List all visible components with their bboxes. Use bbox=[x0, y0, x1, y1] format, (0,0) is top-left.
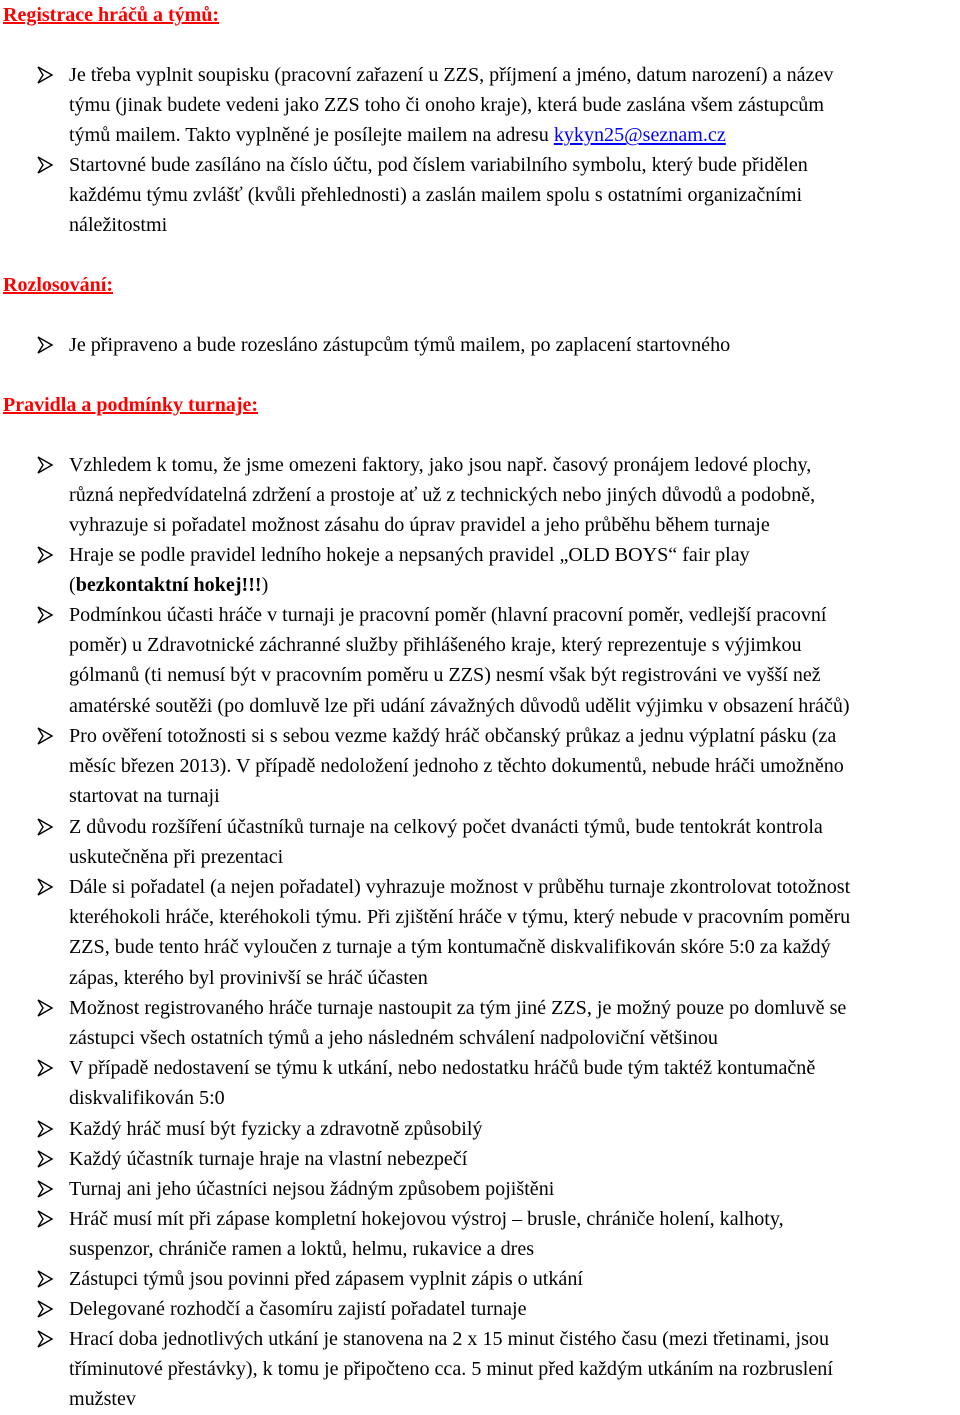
text-line: týmu (jinak budete vedeni jako ZZS toho či onoho kraje), která bude zaslána všem zástupcům bbox=[69, 94, 824, 117]
text-line: gólmanů (ti nemusí být v pracovním poměru u ZZS) nesmí však být registrováni ve vyšší než bbox=[69, 664, 821, 687]
list-item-text bbox=[69, 450, 960, 541]
text-fragment: ( bbox=[69, 574, 76, 597]
text-line: kteréhokoli hráče, kteréhokoli týmu. Při zjištění hráče v týmu, který nebude v pracovním poměru bbox=[69, 906, 851, 929]
arrowhead-bullet-icon bbox=[36, 727, 54, 745]
arrowhead-bullet-icon bbox=[36, 878, 54, 896]
text-line: Každý účastník turnaje hraje na vlastní nebezpečí bbox=[69, 1148, 468, 1170]
text-line: Turnaj ani jeho účastníci nejsou žádným způsobem pojištěni bbox=[69, 1178, 555, 1200]
text-line: startovat na turnaji bbox=[69, 785, 220, 808]
list-item-text bbox=[69, 1053, 960, 1113]
bold-emphasis: bezkontaktní hokej!!! bbox=[75, 574, 262, 597]
arrowhead-bullet-icon bbox=[36, 1300, 54, 1318]
arrowhead-bullet-icon bbox=[36, 1120, 54, 1138]
list-item-text bbox=[69, 60, 960, 151]
text-line: náležitostmi bbox=[69, 214, 168, 237]
text-line bbox=[69, 570, 960, 600]
arrowhead-bullet-icon bbox=[36, 1270, 54, 1288]
list-item-text bbox=[69, 1294, 960, 1324]
text-line: Hrací doba jednotlivých utkání je stanovena na 2 x 15 minut čistého času (mezi třetinami, jsou bbox=[69, 1328, 830, 1350]
text-line: Každý hráč musí být fyzicky a zdravotně způsobilý bbox=[69, 1118, 483, 1140]
text-line: Možnost registrovaného hráče turnaje nastoupit za tým jiné ZZS, je možný pouze po domluvě se bbox=[69, 997, 847, 1019]
text-line: zápas, kterého byl provinivší se hráč účasten bbox=[69, 966, 428, 989]
text-line: Hráč musí mít při zápase kompletní hokejovou výstroj – brusle, chrániče holení, kalhoty, bbox=[69, 1208, 784, 1230]
text-line: diskvalifikován 5:0 bbox=[69, 1087, 225, 1110]
arrowhead-bullet-icon bbox=[36, 1330, 54, 1348]
arrowhead-bullet-icon bbox=[36, 546, 54, 564]
text-line: uskutečněna při prezentaci bbox=[69, 846, 284, 869]
arrowhead-bullet-icon bbox=[36, 66, 54, 84]
text-line: suspenzor, chrániče ramen a loktů, helmu, rukavice a dres bbox=[69, 1238, 535, 1261]
email-link[interactable]: kykyn25@seznam.cz bbox=[553, 124, 726, 147]
list-item-text bbox=[69, 150, 960, 241]
list-item-text bbox=[69, 600, 960, 721]
arrowhead-bullet-icon bbox=[36, 606, 54, 624]
list-item-text bbox=[69, 1264, 960, 1294]
text-line: zástupci všech ostatních týmů a jeho následném schválení nadpoloviční většinou bbox=[69, 1027, 718, 1050]
text-line: tříminutové přestávky), k tomu je připočteno cca. 5 minut před každým utkáním na rozbruslení bbox=[69, 1358, 833, 1381]
text-line: Vzhledem k tomu, že jsme omezeni faktory, jako jsou např. časový pronájem ledové plochy, bbox=[69, 454, 812, 476]
arrowhead-bullet-icon bbox=[36, 456, 54, 474]
text-fragment: týmů mailem. Takto vyplněné je posílejte mailem na adresu bbox=[69, 124, 554, 147]
text-line: každému týmu zvlášť (kvůli přehlednosti) a zaslán mailem spolu s ostatními organizačními bbox=[69, 184, 803, 207]
section-heading-rozlosovani: Rozlosování: bbox=[3, 274, 113, 296]
section-heading-pravidla: Pravidla a podmínky turnaje: bbox=[3, 394, 259, 416]
arrowhead-bullet-icon bbox=[36, 336, 54, 354]
text-line: Je připraveno a bude rozesláno zástupcům týmů mailem, po zaplacení startovného bbox=[69, 334, 731, 356]
text-line: amatérské soutěži (po domluvě lze při udání závažných důvodů udělit výjimku v obsazení hráčů) bbox=[69, 694, 850, 717]
list-item-text bbox=[69, 812, 960, 872]
text-line: Z důvodu rozšíření účastníků turnaje na celkový počet dvanácti týmů, bude tentokrát kontrola bbox=[69, 816, 823, 838]
section-heading-registrace: Registrace hráčů a týmů: bbox=[3, 4, 220, 26]
arrowhead-bullet-icon bbox=[36, 1150, 54, 1168]
arrowhead-bullet-icon bbox=[36, 818, 54, 836]
arrowhead-bullet-icon bbox=[36, 1210, 54, 1228]
text-line: Pro ověření totožnosti si s sebou vezme každý hráč občanský průkaz a jednu výplatní pásku (za bbox=[69, 725, 837, 747]
arrowhead-bullet-icon bbox=[36, 1059, 54, 1077]
list-item-text bbox=[69, 872, 960, 993]
text-line: Dále si pořadatel (a nejen pořadatel) vyhrazuje možnost v průběhu turnaje zkontrolovat totožnost bbox=[69, 876, 851, 898]
arrowhead-bullet-icon bbox=[36, 999, 54, 1017]
text-line: Zástupci týmů jsou povinni před zápasem vyplnit zápis o utkání bbox=[69, 1268, 583, 1290]
text-line: měsíc březen 2013). V případě nedoložení jednoho z těchto dokumentů, nebude hráči umožněno bbox=[69, 755, 844, 778]
arrowhead-bullet-icon bbox=[36, 156, 54, 174]
text-line: ZZS, bude tento hráč vyloučen z turnaje a tým kontumačně diskvalifikován skóre 5:0 za každý bbox=[69, 936, 831, 959]
list-item-text bbox=[69, 1324, 960, 1415]
list-item-text bbox=[69, 1204, 960, 1264]
list-item-text bbox=[69, 1174, 960, 1204]
list-item-text bbox=[69, 1114, 960, 1144]
text-fragment: ) bbox=[261, 574, 269, 597]
text-line: Delegované rozhodčí a časomíru zajistí pořadatel turnaje bbox=[69, 1298, 527, 1320]
text-line: mužstev bbox=[69, 1388, 136, 1411]
list-item-text bbox=[69, 540, 960, 600]
text-line bbox=[69, 120, 960, 150]
text-line: Hraje se podle pravidel ledního hokeje a nepsaných pravidel „OLD BOYS“ fair play bbox=[69, 544, 750, 566]
text-line: V případě nedostavení se týmu k utkání, nebo nedostatku hráčů bude tým taktéž kontumačně bbox=[69, 1057, 816, 1079]
arrowhead-bullet-icon bbox=[36, 1180, 54, 1198]
text-line: vyhrazuje si pořadatel možnost zásahu do úprav pravidel a jeho průběhu během turnaje bbox=[69, 514, 770, 537]
text-line: různá nepředvídatelná zdržení a prostoje ať už z technických nebo jiných důvodů a podobně, bbox=[69, 484, 816, 507]
text-line: Je třeba vyplnit soupisku (pracovní zařazení u ZZS, příjmení a jméno, datum narození) a název bbox=[69, 64, 834, 86]
list-item-text bbox=[69, 721, 960, 812]
text-line: Startovné bude zasíláno na číslo účtu, pod číslem variabilního symbolu, který bude přidělen bbox=[69, 154, 808, 176]
text-line: Podmínkou účasti hráče v turnaji je pracovní poměr (hlavní pracovní poměr, vedlejší pracovní bbox=[69, 604, 827, 626]
text-line: poměr) u Zdravotnické záchranné služby přihlášeného kraje, který reprezentuje s výjimkou bbox=[69, 634, 802, 657]
list-item-text bbox=[69, 993, 960, 1053]
list-item-text bbox=[69, 1144, 960, 1174]
list-item-text bbox=[69, 330, 960, 360]
